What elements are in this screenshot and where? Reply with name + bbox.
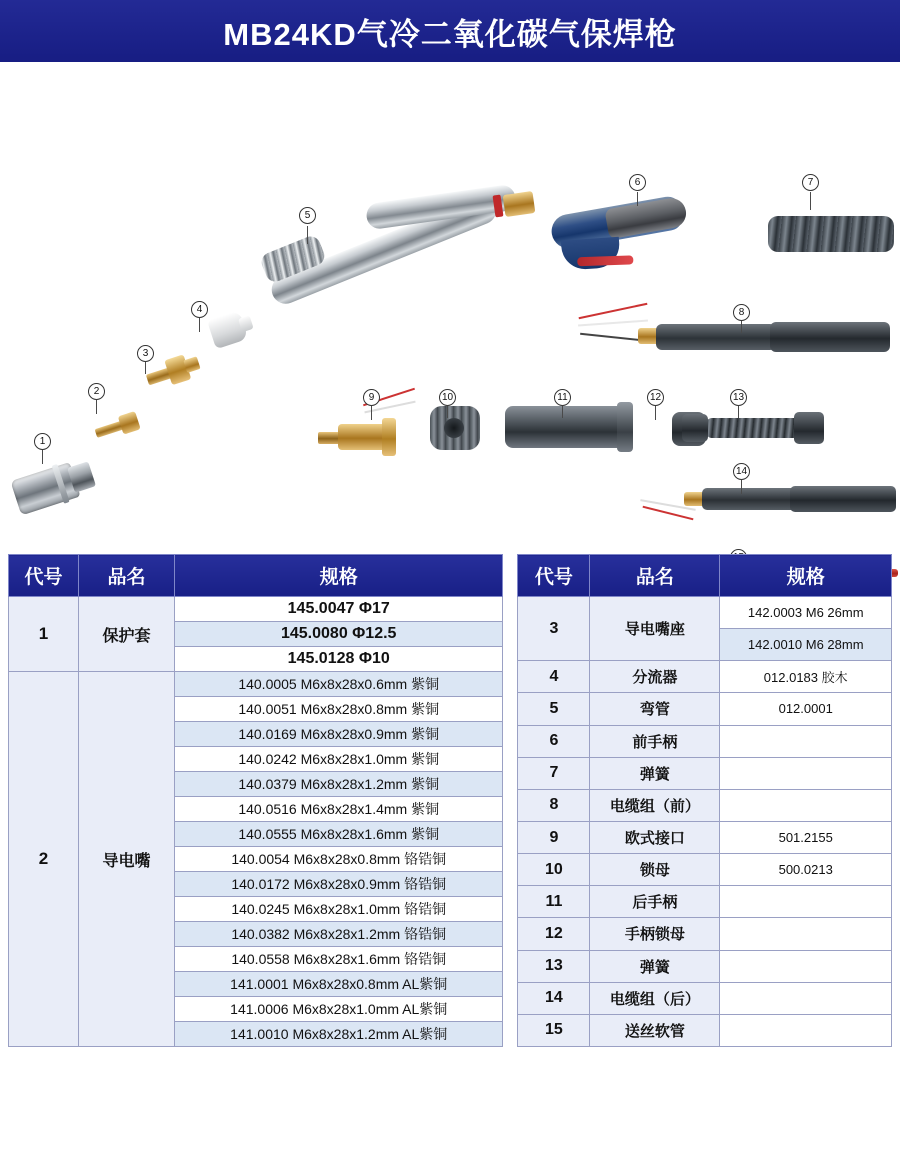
callout-3: 3	[137, 345, 154, 362]
cell-code: 13	[518, 950, 590, 982]
table-row	[518, 950, 892, 982]
leader-line-7	[810, 192, 811, 210]
callout-12: 12	[647, 389, 664, 406]
part-11-rear-handle	[505, 400, 635, 458]
callout-4: 4	[191, 301, 208, 318]
table-row	[518, 982, 892, 1014]
cell-spec: 141.0010 M6x8x28x1.2mm AL紫铜	[175, 1022, 503, 1047]
parts-table-left	[8, 554, 503, 1047]
cell-code: 1	[9, 597, 79, 672]
callout-10: 10	[439, 389, 456, 406]
cell-spec	[720, 950, 892, 982]
cell-name: 锁母	[590, 854, 720, 886]
leader-line-11	[562, 406, 563, 418]
cell-spec: 012.0001	[720, 693, 892, 725]
cell-spec	[720, 918, 892, 950]
cell-spec: 142.0010 M6 28mm	[720, 629, 892, 661]
table-row	[518, 597, 892, 629]
cell-name: 送丝软管	[590, 1014, 720, 1046]
cell-name: 手柄锁母	[590, 918, 720, 950]
cell-code: 7	[518, 757, 590, 789]
cell-spec: 140.0245 M6x8x28x1.0mm 铬锆铜	[175, 897, 503, 922]
cell-spec: 140.0172 M6x8x28x0.9mm 铬锆铜	[175, 872, 503, 897]
cell-spec	[720, 789, 892, 821]
exploded-parts-diagram	[0, 62, 900, 554]
callout-13: 13	[730, 389, 747, 406]
cell-spec: 141.0001 M6x8x28x0.8mm AL紫铜	[175, 972, 503, 997]
part-13-rear-spring	[682, 406, 826, 454]
col-header-name-right: 品名	[590, 555, 720, 597]
cell-code: 14	[518, 982, 590, 1014]
table-row	[518, 854, 892, 886]
table-row	[518, 1014, 892, 1046]
page-title: MB24KD气冷二氧化碳气保焊枪	[223, 16, 677, 52]
cell-code: 2	[9, 672, 79, 1047]
table-header-row	[518, 555, 892, 597]
table-row	[9, 597, 503, 622]
cell-spec: 140.0005 M6x8x28x0.6mm 紫铜	[175, 672, 503, 697]
table-row	[518, 789, 892, 821]
callout-5: 5	[299, 207, 316, 224]
part-5-swan-neck	[244, 182, 544, 312]
cell-spec: 140.0516 M6x8x28x1.4mm 紫铜	[175, 797, 503, 822]
cell-spec: 501.2155	[720, 821, 892, 853]
cell-code: 9	[518, 821, 590, 853]
cell-spec: 140.0555 M6x8x28x1.6mm 紫铜	[175, 822, 503, 847]
cell-spec	[720, 1014, 892, 1046]
cell-spec: 140.0382 M6x8x28x1.2mm 铬锆铜	[175, 922, 503, 947]
col-header-code-left: 代号	[9, 555, 79, 597]
cell-spec	[720, 757, 892, 789]
leader-line-4	[199, 318, 200, 332]
leader-line-8	[741, 321, 742, 333]
callout-14: 14	[733, 463, 750, 480]
cell-spec: 500.0213	[720, 854, 892, 886]
callout-7: 7	[802, 174, 819, 191]
cell-spec	[720, 725, 892, 757]
cell-spec: 140.0051 M6x8x28x0.8mm 紫铜	[175, 697, 503, 722]
cell-name: 保护套	[79, 597, 175, 672]
cell-name: 导电嘴座	[590, 597, 720, 661]
callout-2: 2	[88, 383, 105, 400]
col-header-name-left: 品名	[79, 555, 175, 597]
part-2-contact-tip	[91, 404, 145, 451]
callout-11: 11	[554, 389, 571, 406]
leader-line-6	[637, 192, 638, 206]
leader-line-14	[741, 480, 742, 494]
cell-spec: 145.0128 Φ10	[175, 647, 503, 672]
col-header-code-right: 代号	[518, 555, 590, 597]
cell-name: 电缆组（后）	[590, 982, 720, 1014]
cell-spec: 140.0054 M6x8x28x0.8mm 铬锆铜	[175, 847, 503, 872]
cell-code: 6	[518, 725, 590, 757]
table-row	[518, 886, 892, 918]
table-row	[518, 821, 892, 853]
leader-line-10	[447, 406, 448, 418]
cell-code: 11	[518, 886, 590, 918]
part-10-lock-nut	[424, 400, 486, 456]
cell-name: 弹簧	[590, 757, 720, 789]
part-1-gas-nozzle	[8, 449, 100, 523]
cell-code: 12	[518, 918, 590, 950]
cell-spec: 140.0242 M6x8x28x1.0mm 紫铜	[175, 747, 503, 772]
cell-spec: 140.0558 M6x8x28x1.6mm 铬锆铜	[175, 947, 503, 972]
table-row	[9, 672, 503, 697]
cell-spec: 140.0169 M6x8x28x0.9mm 紫铜	[175, 722, 503, 747]
callout-6: 6	[629, 174, 646, 191]
cell-name: 弹簧	[590, 950, 720, 982]
part-14-rear-cable-assembly	[640, 474, 896, 532]
table-row	[518, 757, 892, 789]
leader-line-3	[145, 362, 146, 374]
col-header-spec-left: 规格	[175, 555, 503, 597]
cell-spec	[720, 886, 892, 918]
leader-line-9	[371, 406, 372, 420]
callout-8: 8	[733, 304, 750, 321]
cell-spec: 141.0006 M6x8x28x1.0mm AL紫铜	[175, 997, 503, 1022]
callout-1: 1	[34, 433, 51, 450]
leader-line-2	[96, 400, 97, 414]
part-7-spring	[768, 210, 894, 256]
table-row	[518, 918, 892, 950]
cell-code: 10	[518, 854, 590, 886]
page-title-bar	[0, 0, 900, 62]
cell-name: 弯管	[590, 693, 720, 725]
cell-code: 8	[518, 789, 590, 821]
cell-name: 分流器	[590, 661, 720, 693]
cell-spec: 012.0183 胶木	[720, 661, 892, 693]
table-row	[518, 693, 892, 725]
table-row	[518, 725, 892, 757]
leader-line-1	[42, 450, 43, 464]
leader-line-5	[307, 226, 308, 244]
cell-code: 3	[518, 597, 590, 661]
cell-spec: 145.0080 Φ12.5	[175, 622, 503, 647]
leader-line-12	[655, 406, 656, 420]
callout-9: 9	[363, 389, 380, 406]
cell-name: 欧式接口	[590, 821, 720, 853]
cell-name: 前手柄	[590, 725, 720, 757]
cell-spec: 145.0047 Φ17	[175, 597, 503, 622]
cell-code: 15	[518, 1014, 590, 1046]
table-row	[518, 661, 892, 693]
cell-code: 5	[518, 693, 590, 725]
leader-line-13	[738, 406, 739, 418]
col-header-spec-right: 规格	[720, 555, 892, 597]
table-header-row	[9, 555, 503, 597]
cell-spec	[720, 982, 892, 1014]
cell-spec: 142.0003 M6 26mm	[720, 597, 892, 629]
parts-table-right	[517, 554, 892, 1047]
part-6-front-handle	[546, 178, 709, 291]
cell-code: 4	[518, 661, 590, 693]
cell-spec: 140.0379 M6x8x28x1.2mm 紫铜	[175, 772, 503, 797]
cell-name: 导电嘴	[79, 672, 175, 1047]
cell-name: 后手柄	[590, 886, 720, 918]
cell-name: 电缆组（前）	[590, 789, 720, 821]
parts-tables	[0, 554, 900, 1047]
